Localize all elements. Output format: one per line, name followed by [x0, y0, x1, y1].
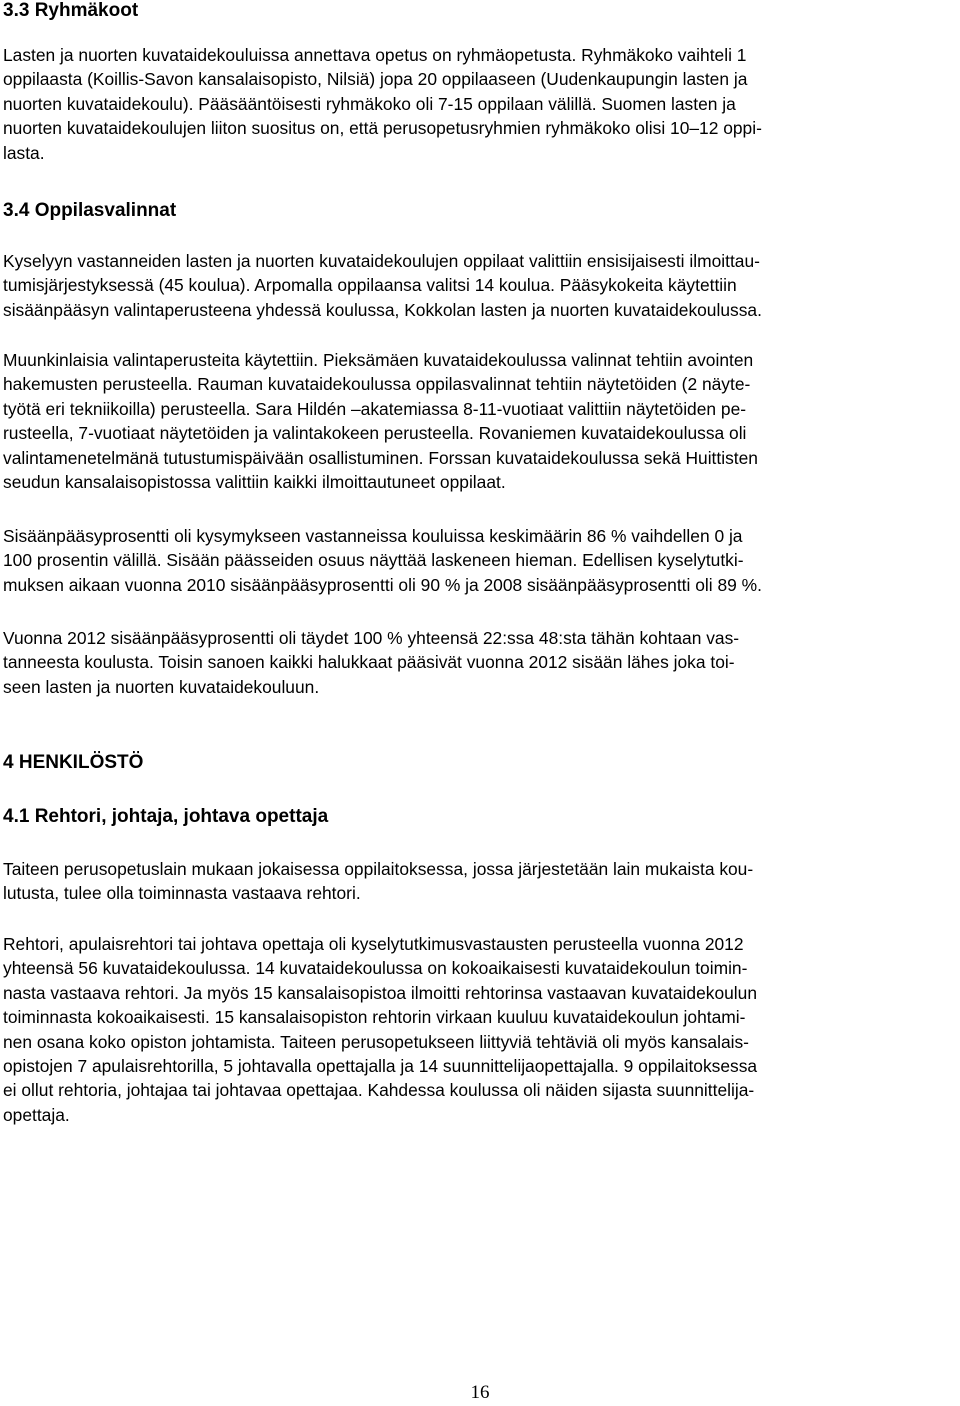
paragraph-admission-rate: Sisäänpääsyprosentti oli kysymykseen vastanneissa kouluissa keskimäärin 86 % vaihdellen 0 ja 100 prosentin välillä. Sisään päässeiden osuus näyttää laskeneen hieman. Edellisen kyselytutki- muksen aikaan vuonna 2010 sisäänpääsyprosentti oli 90 % ja 2008 sisäänpääsyprosentti oli 89 %. [3, 526, 762, 595]
section-heading-3-4: 3.4 Oppilasvalinnat [3, 200, 177, 221]
section-heading-4-1: 4.1 Rehtori, johtaja, johtava opettaja [3, 806, 329, 827]
paragraph-group-sizes: Lasten ja nuorten kuvataidekouluissa annettava opetus on ryhmäopetusta. Ryhmäkoko vaihteli 1 oppilaasta (Koillis-Savon kansalaisopisto, Nilsiä) jopa 20 oppilaaseen (Uudenkaupungin lasten ja nuorten kuvataidekoulu). Pääsääntöisesti ryhmäkoko oli 7-15 oppilaan välillä. Suomen lasten ja nuorten kuvataidekoulujen liiton suositus on, että perusopetusryhmien ryhmäkoko olisi 10‒12 oppi- lasta. [3, 45, 762, 163]
paragraph-selection-order: Kyselyyn vastanneiden lasten ja nuorten kuvataidekoulujen oppilaat valittiin ensisijaisesti ilmoittau- tumisjärjestyksessä (45 koulua). Arpomalla oppilaansa valitsi 14 koulua. Pääsykokeita käytettiin sisäänpääsyn valintaperusteena yhdessä koulussa, Kokkolan lasten ja nuorten kuvataidekoulussa. [3, 251, 762, 320]
chapter-heading-4: 4 HENKILÖSTÖ [3, 752, 144, 773]
paragraph-principal-law: Taiteen perusopetuslain mukaan jokaisessa oppilaitoksessa, jossa järjestetään lain mukaista kou- lutusta, tulee olla toiminnasta vastaava rehtori. [3, 859, 754, 904]
page-number: 16 [470, 1382, 490, 1403]
paragraph-principal-stats: Rehtori, apulaisrehtori tai johtava opettaja oli kyselytutkimusvastausten perusteella vuonna 2012 yhteensä 56 kuvataidekoulussa. 14 kuvataidekoulussa on kokoaikaisesti kuvataidekoulun toimin- nasta vastaava rehtori. Ja myös 15 kansalaisopistoa ilmoitti rehtorinsa vastaavan kuvataidekoulun toiminnasta kokoaikaisesti. 15 kansalaisopiston rehtorin virkaan kuuluu kuvataidekoulun johtami- nen osana koko opiston johtamista. Taiteen perusopetukseen liittyviä tehtäviä oli myös kansalais- opistojen 7 apulaisrehtorilla, 5 johtavalla opettajalla ja 14 suunnittelijaopettajalla. 9 oppilaitoksessa ei ollut rehtoria, johtajaa tai johtavaa opettajaa. Kahdessa koulussa oli näiden sijasta suunnittelija- opettaja. [3, 934, 758, 1125]
paragraph-full-admission: Vuonna 2012 sisäänpääsyprosentti oli täydet 100 % yhteensä 22:ssa 48:sta tähän kohtaan vas- tanneesta koulusta. Toisin sanoen kaikki halukkaat pääsivät vuonna 2012 sisään lähes joka toi- seen lasten ja nuorten kuvataidekouluun. [3, 628, 740, 697]
paragraph-selection-criteria: Muunkinlaisia valintaperusteita käytettiin. Pieksämäen kuvataidekoulussa valinnat tehtiin avointen hakemusten perusteella. Rauman kuvataidekoulussa oppilasvalinnat tehtiin näytetöiden (2 näyte- työtä eri tekniikoilla) perusteella. Sara Hildén ‒akatemiassa 8-11-vuotiaat valittiin näytetöiden pe- rusteella, 7-vuotiaat näytetöiden ja valintakokeen perusteella. Rovaniemen kuvataidekoulussa oli valintamenetelmänä tutustumispäivään osallistuminen. Forssan kuvataidekoulussa sekä Huittisten seudun kansalaisopistossa valittiin kaikki ilmoittautuneet oppilaat. [3, 350, 758, 493]
section-heading-3-3: 3.3 Ryhmäkoot [3, 0, 139, 21]
